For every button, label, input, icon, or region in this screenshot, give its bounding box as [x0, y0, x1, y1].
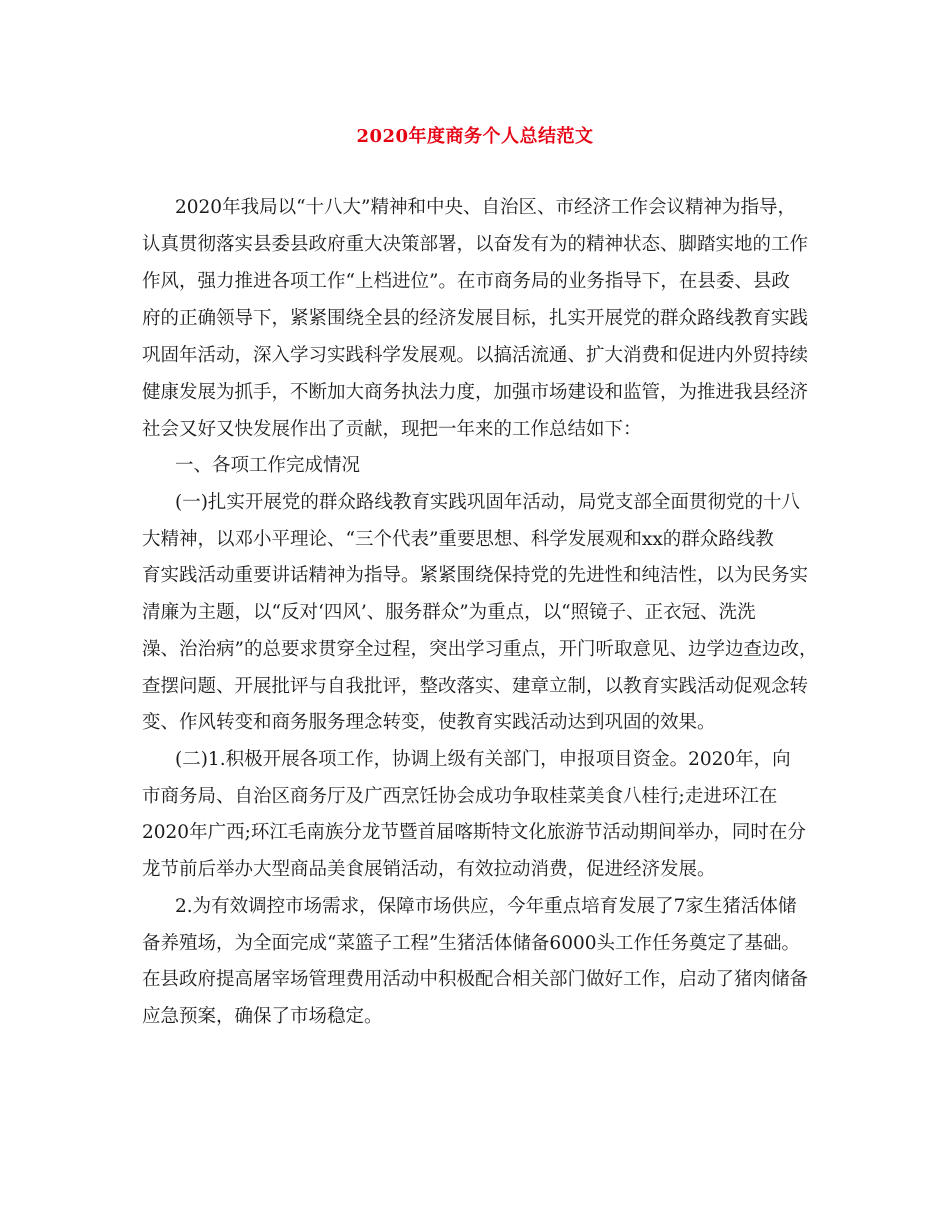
text-line: 社会又好又快发展作出了贡献，现把一年来的工作总结如下：: [142, 419, 642, 440]
text-line: 备养殖场，为全面完成“菜篮子工程”生猪活体储备6000头工作任务奠定了基础。: [142, 933, 800, 954]
text-line: 应急预案，确保了市场稳定。: [142, 1006, 383, 1027]
text-line: (一)扎实开展党的群众路线教育实践巩固年活动，局党支部全面贯彻党的十八: [175, 492, 800, 513]
section-heading: 一、各项工作完成情况: [175, 455, 361, 476]
text-line: 变、作风转变和商务服务理念转变，使教育实践活动达到巩固的效果。: [142, 712, 716, 733]
text-line: 府的正确领导下，紧紧围绕全县的经济发展目标，扎实开展党的群众路线教育实践: [142, 308, 809, 329]
text-line: 龙节前后举办大型商品美食展销活动，有效拉动消费，促进经济发展。: [142, 859, 716, 880]
text-line: 市商务局、自治区商务厅及广西烹饪协会成功争取桂菜美食八桂行;走进环江在: [142, 786, 778, 807]
text-line: 2020年广西;环江毛南族分龙节暨首届喀斯特文化旅游节活动期间举办，同时在分: [142, 822, 806, 843]
text-line: 巩固年活动，深入学习实践科学发展观。以搞活流通、扩大消费和促进内外贸持续: [142, 345, 809, 366]
text-line: 在县政府提高屠宰场管理费用活动中积极配合相关部门做好工作，启动了猪肉储备: [142, 969, 809, 990]
text-line: 清廉为主题，以“反对‘四风’、服务群众”为重点，以“照镜子、正衣冠、洗洗: [142, 602, 756, 623]
text-line: 2.为有效调控市场需求，保障市场供应，今年重点培育发展了7家生猪活体储: [175, 896, 797, 917]
text-line: 育实践活动重要讲话精神为指导。紧紧围绕保持党的先进性和纯洁性，以为民务实: [142, 565, 809, 586]
text-line: 认真贯彻落实县委县政府重大决策部署，以奋发有为的精神状态、脚踏实地的工作: [142, 234, 809, 255]
document-title: 2020年度商务个人总结范文: [356, 126, 594, 147]
text-line: (二)1.积极开展各项工作，协调上级有关部门，申报项目资金。2020年，向: [175, 749, 791, 770]
text-line: 作风，强力推进各项工作“上档进位”。在市商务局的业务指导下，在县委、县政: [142, 271, 790, 292]
text-line: 2020年我局以“十八大”精神和中央、自治区、市经济工作会议精神为指导，: [175, 197, 796, 218]
text-line: 澡、治治病”的总要求贯穿全过程，突出学习重点，开门听取意见、边学边查边改，: [142, 639, 818, 660]
text-line: 大精神，以邓小平理论、“三个代表”重要思想、科学发展观和xx的群众路线教: [142, 529, 774, 550]
text-line: 健康发展为抓手，不断加大商务执法力度，加强市场建设和监管，为推进我县经济: [142, 382, 809, 403]
text-line: 查摆问题、开展批评与自我批评，整改落实、建章立制，以教育实践活动促观念转: [142, 676, 809, 697]
